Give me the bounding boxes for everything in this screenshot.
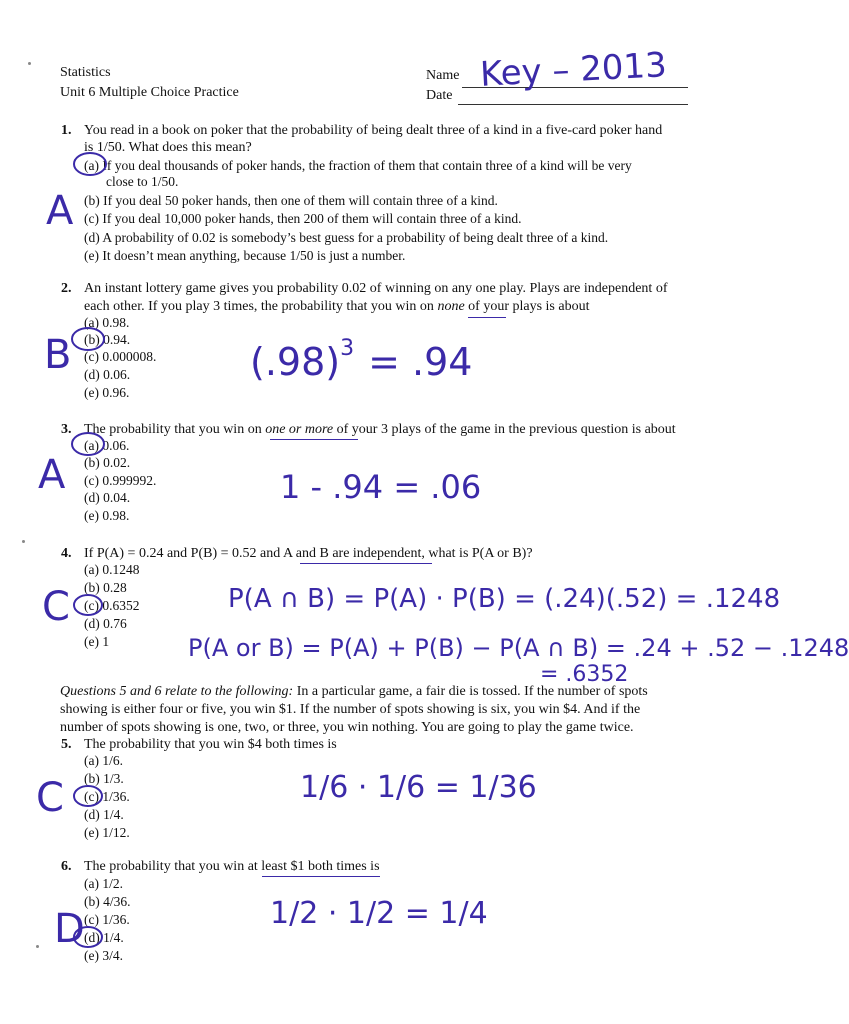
option-b: (b) 4/36. [84, 894, 131, 909]
underline-independent [300, 563, 432, 564]
handwritten-name: Key – 2013 [479, 45, 668, 95]
question-2-stem-line-1: An instant lottery game gives you probability 0.02 of winning on any one play. Plays are independent of [84, 281, 668, 296]
name-label: Name [426, 68, 460, 83]
option-a: (a) 1/2. [84, 876, 123, 891]
answer-circle [70, 924, 106, 950]
underline-at-least [262, 876, 380, 877]
option-b: (b) 0.28 [84, 580, 127, 595]
option-c: (c) 0.999992. [84, 473, 157, 488]
option-a-continued: close to 1/50. [106, 174, 179, 189]
answer-circle [68, 431, 108, 459]
option-a: (a) 0.06. [84, 438, 130, 453]
handwritten-answer: A [46, 188, 74, 234]
question-6-stem: The probability that you win at least $1 both times is [84, 859, 380, 874]
question-number: 1. [61, 123, 72, 138]
question-3-stem: The probability that you win on one or more of your 3 plays of the game in the previous question is about [84, 422, 676, 437]
answer-circle [70, 150, 110, 180]
question-1-stem-line-1: You read in a book on poker that the probability of being dealt three of a kind in a five-card poker hand [84, 123, 663, 138]
handwritten-work: $(.98)^3 = .94$ [250, 336, 473, 384]
shared-intro-line-3: number of spots showing is one, two, or three, you win nothing. You are going to play the game twice. [60, 720, 634, 735]
option-d: (d) 0.76 [84, 616, 127, 631]
question-number: 5. [61, 737, 72, 752]
date-label: Date [426, 88, 453, 103]
underline-none [468, 317, 506, 318]
option-b: (b) 0.02. [84, 455, 131, 470]
option-c: (c) 1/36. [84, 912, 130, 927]
answer-circle [68, 326, 108, 354]
underline-one-or-more [270, 439, 358, 440]
handwritten-work: 1/6 · 1/6 = 1/36 [300, 770, 537, 805]
option-c: (c) If you deal 10,000 poker hands, then 200 of them will contain three of a kind. [84, 211, 522, 226]
date-line [458, 104, 688, 105]
option-e: (e) 1/12. [84, 825, 130, 840]
scan-speck [22, 540, 25, 543]
question-number: 6. [61, 859, 72, 874]
handwritten-work: 1 - .94 = .06 [280, 468, 482, 506]
shared-intro-line-2: showing is either four or five, you win $1. If the number of spots showing is six, you win $4. And if the [60, 702, 641, 717]
scan-speck [28, 62, 31, 65]
question-number: 3. [61, 422, 72, 437]
question-1-stem-line-2: is 1/50. What does this mean? [84, 140, 252, 155]
question-2-stem-line-2: each other. If you play 3 times, the probability that you win on none of your plays is about [84, 299, 590, 314]
option-b: (b) If you deal 50 poker hands, then one of them will contain three of a kind. [84, 193, 498, 208]
option-b: (b) 1/3. [84, 771, 124, 786]
option-a: (a) 0.98. [84, 315, 130, 330]
question-number: 2. [61, 281, 72, 296]
option-c: (c) 1/36. [84, 789, 130, 804]
handwritten-work: 1/2 · 1/2 = 1/4 [270, 896, 488, 931]
option-e: (e) It doesn’t mean anything, because 1/50 is just a number. [84, 248, 406, 263]
option-e: (e) 0.96. [84, 385, 130, 400]
option-a: (a) If you deal thousands of poker hands, the fraction of them that contain three of a kind will be very [84, 158, 632, 173]
course-title: Statistics [60, 65, 111, 80]
handwritten-work-line-2: P(A or B) = P(A) + P(B) − P(A ∩ B) = .24 + .52 − .1248 [188, 634, 849, 662]
option-d: (d) 0.06. [84, 367, 131, 382]
handwritten-answer: C [42, 584, 70, 630]
option-a: (a) 0.1248 [84, 562, 140, 577]
option-c: (c) 0.000008. [84, 349, 157, 364]
handwritten-answer: B [44, 332, 72, 378]
scan-speck [36, 945, 39, 948]
option-e: (e) 0.98. [84, 508, 130, 523]
handwritten-answer: A [38, 452, 66, 498]
handwritten-answer: D [54, 906, 85, 952]
option-b: (b) 0.94. [84, 332, 131, 347]
question-number: 4. [61, 546, 72, 561]
option-c: (c) 0.6352 [84, 598, 140, 613]
shared-intro-line-1: Questions 5 and 6 relate to the following: In a particular game, a fair die is tossed. If the number of spots [60, 684, 648, 699]
handwritten-answer: C [36, 775, 64, 821]
option-d: (d) 1/4. [84, 807, 124, 822]
option-d: (d) 1/4. [84, 930, 124, 945]
question-4-stem: If P(A) = 0.24 and P(B) = 0.52 and A and B are independent, what is P(A or B)? [84, 546, 533, 561]
option-d: (d) 0.04. [84, 490, 131, 505]
option-a: (a) 1/6. [84, 753, 123, 768]
option-d: (d) A probability of 0.02 is somebody’s best guess for a probability of being dealt three of a kind. [84, 230, 609, 245]
answer-circle [70, 592, 106, 618]
answer-circle [70, 783, 106, 809]
option-e: (e) 1 [84, 634, 110, 649]
handwritten-work-line-1: P(A ∩ B) = P(A) · P(B) = (.24)(.52) = .1248 [228, 584, 781, 614]
option-e: (e) 3/4. [84, 948, 123, 963]
unit-title: Unit 6 Multiple Choice Practice [60, 85, 239, 100]
handwritten-work-line-3: = .6352 [540, 662, 629, 687]
question-5-stem: The probability that you win $4 both times is [84, 737, 337, 752]
